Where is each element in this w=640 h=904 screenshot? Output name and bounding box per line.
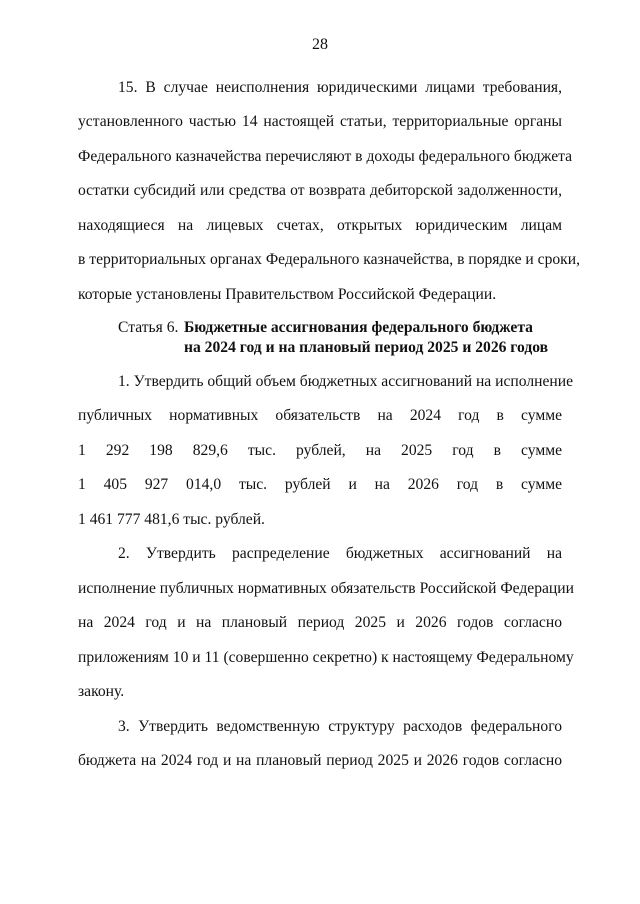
text-line: которые установлены Правительством Российской Федерации. [78,286,497,303]
text-line: публичных нормативных обязательств на 2024 год в сумме [78,407,562,424]
text-line: остатки субсидий или средства от возврата дебиторской задолженности, [78,182,562,199]
text-line: 3. Утвердить ведомственную структуру расходов федерального [118,718,562,735]
text-line: в территориальных органах Федерального казначейства, в порядке и сроки, [78,251,580,268]
article-title-line-1: Бюджетные ассигнования федерального бюджета [184,319,533,336]
article-title-line-2: на 2024 год и на плановый период 2025 и 2026 годов [184,339,549,356]
article-label: Статья 6. [118,319,179,336]
text-line: 1 292 198 829,6 тыс. рублей, на 2025 год в сумме [78,442,562,459]
text-line: 1 405 927 014,0 тыс. рублей и на 2026 год в сумме [78,476,562,493]
text-line: приложениям 10 и 11 (совершенно секретно) к настоящему Федеральному [78,649,574,666]
text-line: исполнение публичных нормативных обязательств Российской Федерации [78,580,574,597]
text-line: находящиеся на лицевых счетах, открытых юридическим лицам [78,217,562,234]
page-number: 28 [312,36,328,53]
text-line: Федерального казначейства перечисляют в доходы федерального бюджета [78,148,573,165]
text-line: 2. Утвердить распределение бюджетных ассигнований на [118,545,562,562]
text-line: установленного частью 14 настоящей статьи, территориальные органы [78,113,562,130]
text-line: 1. Утвердить общий объем бюджетных ассигнований на исполнение [118,373,573,390]
text-line: бюджета на 2024 год и на плановый период 2025 и 2026 годов согласно [78,752,562,769]
text-line: 15. В случае неисполнения юридическими лицами требования, [118,79,562,96]
text-line: закону. [78,683,125,700]
text-line: на 2024 год и на плановый период 2025 и 2026 годов согласно [78,614,562,631]
text-line: 1 461 777 481,6 тыс. рублей. [78,511,265,528]
